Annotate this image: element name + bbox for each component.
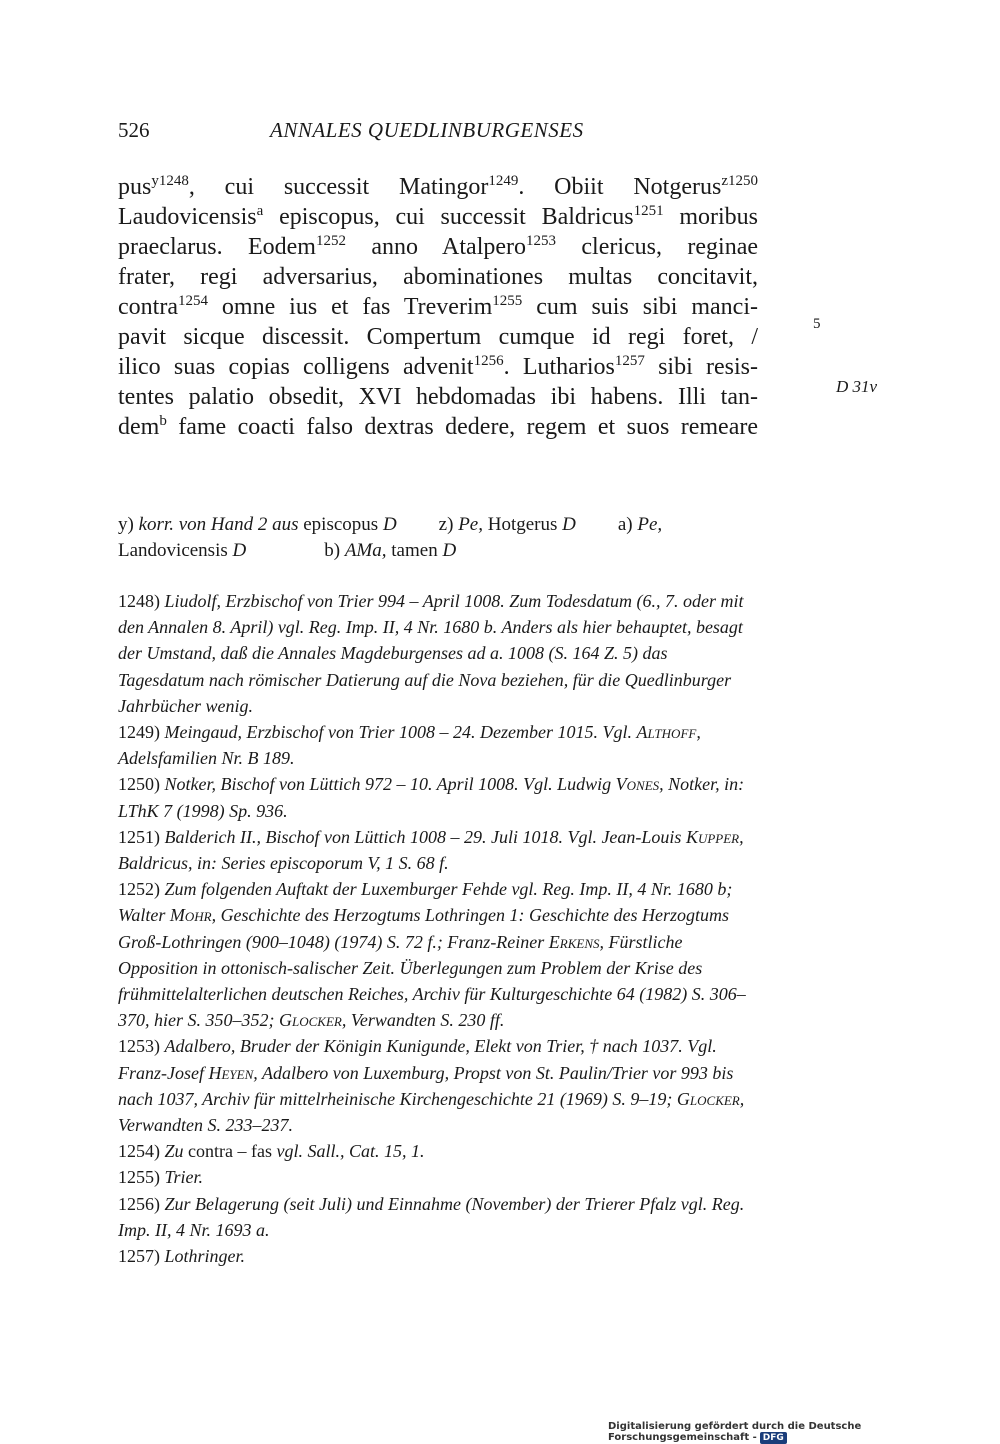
reference-mark: 1253 [526, 233, 557, 249]
footnote-1255: 1255) Trier. [118, 1167, 204, 1188]
reference-mark: b [159, 413, 167, 429]
reference-mark: 1255 [492, 293, 523, 309]
margin-line-number: 5 [813, 316, 821, 332]
credit-text: Digitalisierung gefördert durch die Deutsche Forschungsgemeinschaft - [608, 1421, 862, 1443]
text-line: contra$^{1254}$ omne ius et fas Treverim$^{1255}$ cum suis sibi manci- [118, 293, 758, 320]
footnote-1257: 1257) Lothringer. [118, 1246, 246, 1267]
digitization-credit [608, 1421, 1000, 1444]
footnote-1249: 1249) Meingaud, Erzbischof von Trier 1008 – 24. Dezember 1015. Vgl. Althoff, Adelsfamilien Nr. B 189. [118, 722, 701, 769]
running-title: ANNALES QUEDLINBURGENSES [270, 118, 584, 142]
text-line: frater, regi adversarius, abominationes multas concitavit, [118, 264, 758, 290]
footnote-1248: 1248) Liudolf, Erzbischof von Trier 994 – April 1008. Zum Todesdatum (6., 7. oder mit den Annalen 8. April) vgl. Reg. Imp. II, 4 Nr. 1680 b. Anders als hier behauptet, besagt der Umstand, daß die Annales Magdeburgenses ad a. 1008 (S. 164 Z. 5) das Tagesdatum nach römischer Datierung auf die Nova beziehen, für die Quedlinburger Jahrbücher wenig. [118, 591, 744, 716]
reference-mark: y1248 [151, 173, 189, 189]
reference-mark: 1251 [633, 203, 664, 219]
critical-apparatus [118, 512, 758, 564]
reference-mark: 1256 [473, 353, 504, 369]
page-header [118, 118, 758, 148]
reference-mark: a [256, 203, 264, 219]
text-line: ilico suas copias colligens advenit$^{1256}$. Lutharios$^{1257}$ sibi resis- [118, 353, 758, 380]
footnote-1254: 1254) Zu contra – fas vgl. Sall., Cat. 15, 1. [118, 1141, 425, 1162]
reference-mark: 1254 [177, 293, 208, 309]
text-line: tentes palatio obsedit, XVI hebdomadas ibi habens. Illi tan- [118, 384, 758, 410]
reference-mark: 1252 [315, 233, 346, 249]
reference-mark: 1249 [488, 173, 519, 189]
margin-sigla: D 31v [836, 377, 878, 396]
dfg-logo: DFG [760, 1432, 787, 1444]
footnote-1256: 1256) Zur Belagerung (seit Juli) und Einnahme (November) der Trierer Pfalz vgl. Reg. Imp. II, 4 Nr. 1693 a. [118, 1193, 745, 1240]
footnotes [118, 588, 758, 1269]
text-line: Laudovicensis$^a$ episcopus, cui successit Baldricus$^{1251}$ moribus [118, 203, 758, 230]
page-number: 526 [118, 118, 150, 142]
text-line: pus$^{y1248}$, cui successit Matingor$^{1249}$. Obiit Notgerus$^{z1250}$ [118, 173, 759, 200]
apparatus-entry-z: z) Pe, Hotgerus D [438, 514, 576, 535]
apparatus-row [118, 512, 758, 538]
apparatus-entry-b: b) AMa, tamen D [324, 540, 457, 561]
reference-mark: 1257 [614, 353, 645, 369]
text-line: dem$^b$ fame coacti falso dextras dedere, regem et suos remeare [118, 413, 758, 440]
apparatus-entry-a: a) Pe, [617, 514, 663, 535]
reference-mark: z1250 [721, 173, 759, 189]
text-line: pavit sicque discessit. Compertum cumque id regi foret, / [118, 324, 758, 350]
footnote-1250: 1250) Notker, Bischof von Lüttich 972 – 10. April 1008. Vgl. Ludwig Vones, Notker, in: LThK 7 (1998) Sp. 936. [118, 774, 745, 821]
footnote-1251: 1251) Balderich II., Bischof von Lüttich 1008 – 29. Juli 1018. Vgl. Jean-Louis Kupper, Baldricus, in: Series episcoporum V, 1 S. 68 f. [118, 826, 744, 874]
footnote-1253: 1253) Adalbero, Bruder der Königin Kunigunde, Elekt von Trier, † nach 1037. Vgl. Franz-Josef Heyen, Adalbero von Luxemburg, Propst von St. Paulin/Trier vor 993 bis nach 1037, Archiv für mittelrheinische Kirchengeschichte 21 (1969) S. 9–19; Glocker, Verwandten S. 233–237. [118, 1036, 745, 1136]
text-line: praeclarus. Eodem$^{1252}$ anno Atalpero$^{1253}$ clericus, reginae [118, 233, 759, 260]
apparatus-row: Landovicensis D b) AMa, tamen D [118, 540, 457, 561]
footnote-1252: 1252) Zum folgenden Auftakt der Luxemburger Fehde vgl. Reg. Imp. II, 4 Nr. 1680 b; Walter Mohr, Geschichte des Herzogtums Lothringen 1: Geschichte des Herzogtums Groß-Lothringen (900–1048) (1974) S. 72 f.; Franz-Reiner Erkens, Fürstliche Opposition in ottonisch-salischer Zeit. Überlegungen zum Problem der Krise des frühmittelalterlichen deutschen Reiches, Archiv für Kulturgeschichte 64 (1982) S. 306–370, hier S. 350–352; Glocker, Verwandten S. 230 ff. [118, 879, 746, 1031]
main-text [118, 172, 758, 442]
apparatus-entry-y: y) korr. von Hand 2 aus episcopus D [118, 514, 397, 535]
